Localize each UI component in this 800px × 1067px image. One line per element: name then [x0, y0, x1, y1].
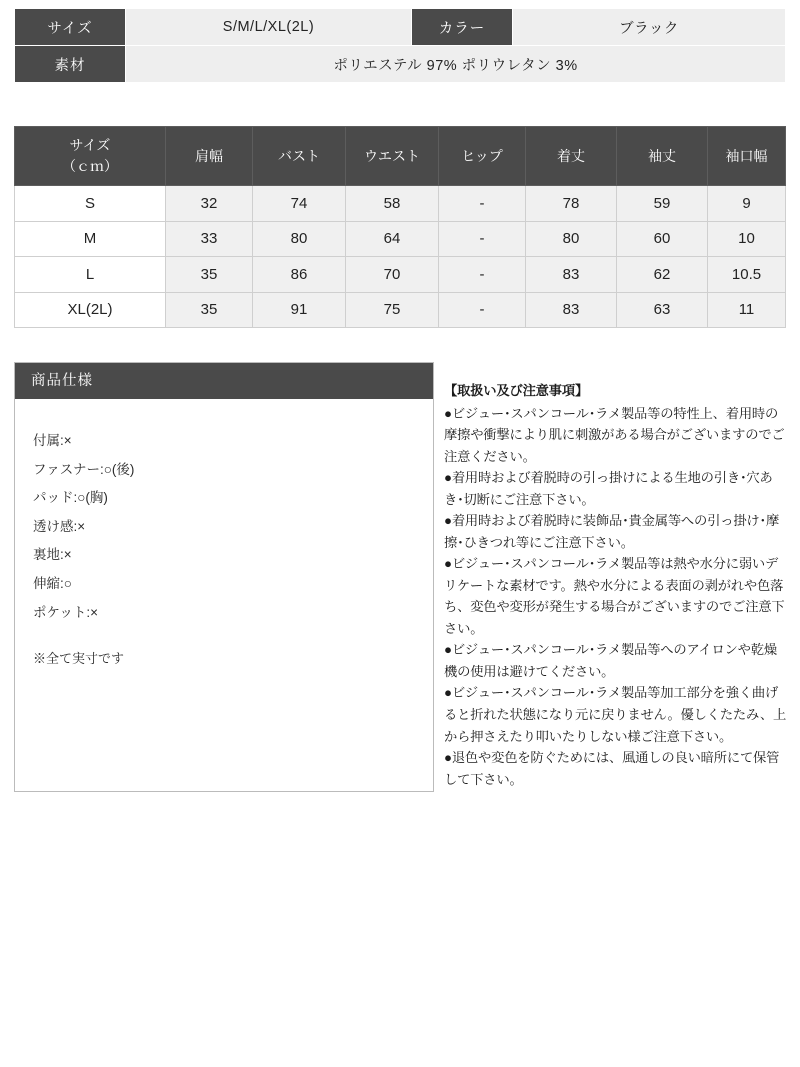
table-row	[15, 9, 786, 46]
column-header-waist: ウエスト	[346, 127, 439, 186]
list-item: パッド:○(胸)	[33, 490, 108, 506]
list-item: ファスナー:○(後)	[33, 461, 135, 477]
product-spec-note: ※全て実寸です	[33, 651, 125, 667]
note-paragraph: ●着用時および着脱時の引っ掛けによる生地の引き･穴あき･切断にご注意下さい。	[444, 470, 773, 507]
note-paragraph: ●ビジュー･スパンコール･ラメ製品等へのアイロンや乾燥機の使用は避けてください。	[444, 642, 777, 679]
list-item: 透け感:×	[33, 518, 86, 534]
list-item: ポケット:×	[33, 604, 98, 620]
cell-waist: 70	[346, 257, 439, 293]
size-header-main: サイズ	[69, 137, 111, 153]
cell-shoulder: 33	[166, 221, 253, 257]
cell-hip: -	[439, 292, 526, 328]
spec-label-color: カラー	[412, 9, 513, 46]
cell-bust: 86	[253, 257, 346, 293]
note-paragraph: ●着用時および着脱時に装飾品･貴金属等への引っ掛け･摩擦･ひきつれ等にご注意下さい。	[444, 513, 780, 550]
size-row-label: M	[15, 221, 166, 257]
cell-cuff: 10	[708, 221, 786, 257]
cell-bust: 91	[253, 292, 346, 328]
cell-shoulder: 35	[166, 257, 253, 293]
size-row-label: L	[15, 257, 166, 293]
spec-label-material: 素材	[15, 46, 126, 83]
handling-notes-title: 【取扱い及び注意事項】	[444, 383, 589, 398]
cell-cuff: 11	[708, 292, 786, 328]
table-row	[15, 257, 786, 293]
note-paragraph: ●ビジュー･スパンコール･ラメ製品等は熱や水分に弱いデリケートな素材です。熱や水分による表面の剥がれや色落ち、変色や変形が発生する場合がございますのでご注意下さい。	[444, 556, 785, 636]
list-item: 付属:×	[33, 433, 72, 448]
table-row	[15, 46, 786, 83]
cell-cuff: 9	[708, 186, 786, 222]
cell-sleeve: 59	[617, 186, 708, 222]
cell-waist: 58	[346, 186, 439, 222]
cell-waist: 64	[346, 221, 439, 257]
cell-bust: 80	[253, 221, 346, 257]
table-row	[15, 221, 786, 257]
cell-sleeve: 62	[617, 257, 708, 293]
note-paragraph: ●退色や変色を防ぐためには、風通しの良い暗所にて保管して下さい。	[444, 750, 780, 787]
table-row	[15, 186, 786, 222]
basic-spec-table	[14, 8, 786, 83]
size-measurement-table	[14, 126, 786, 328]
spec-label-size: サイズ	[15, 9, 126, 46]
cell-bust: 74	[253, 186, 346, 222]
cell-sleeve: 60	[617, 221, 708, 257]
column-header-length: 着丈	[526, 127, 617, 186]
column-header-cuff: 袖口幅	[708, 127, 786, 186]
spec-value-size: S/M/L/XL(2L)	[126, 9, 412, 46]
product-spec-list	[15, 399, 433, 673]
cell-hip: -	[439, 257, 526, 293]
column-header-sleeve: 袖丈	[617, 127, 708, 186]
cell-waist: 75	[346, 292, 439, 328]
column-header-bust: バスト	[253, 127, 346, 186]
list-item: 伸縮:○	[33, 576, 72, 592]
cell-sleeve: 63	[617, 292, 708, 328]
size-column-header	[15, 127, 166, 186]
cell-length: 83	[526, 292, 617, 328]
column-header-hip: ヒップ	[439, 127, 526, 186]
cell-cuff: 10.5	[708, 257, 786, 293]
cell-length: 80	[526, 221, 617, 257]
product-spec-box	[14, 362, 434, 792]
list-item: 裏地:×	[33, 547, 72, 563]
note-paragraph: ●ビジュー･スパンコール･ラメ製品等の特性上、着用時の摩擦や衝撃により肌に刺激がある場合がございますのでご注意ください。	[444, 405, 785, 464]
cell-shoulder: 35	[166, 292, 253, 328]
spec-value-material: ポリエステル 97% ポリウレタン 3%	[126, 46, 786, 83]
product-spec-title: 商品仕様	[15, 363, 433, 399]
size-row-label: XL(2L)	[15, 292, 166, 328]
table-row	[15, 292, 786, 328]
cell-length: 78	[526, 186, 617, 222]
cell-length: 83	[526, 257, 617, 293]
size-row-label: S	[15, 186, 166, 222]
handling-notes	[444, 380, 788, 790]
note-paragraph: ●ビジュー･スパンコール･ラメ製品等加工部分を強く曲げると折れた状態になり元に戻りません。優しくたたみ、上から押さえたり叩いたりしない様ご注意下さい。	[444, 685, 787, 744]
column-header-shoulder: 肩幅	[166, 127, 253, 186]
spec-value-color: ブラック	[513, 9, 786, 46]
cell-hip: -	[439, 221, 526, 257]
cell-shoulder: 32	[166, 186, 253, 222]
cell-hip: -	[439, 186, 526, 222]
table-header-row	[15, 127, 786, 186]
size-header-unit: （ｃｍ）	[62, 158, 118, 174]
